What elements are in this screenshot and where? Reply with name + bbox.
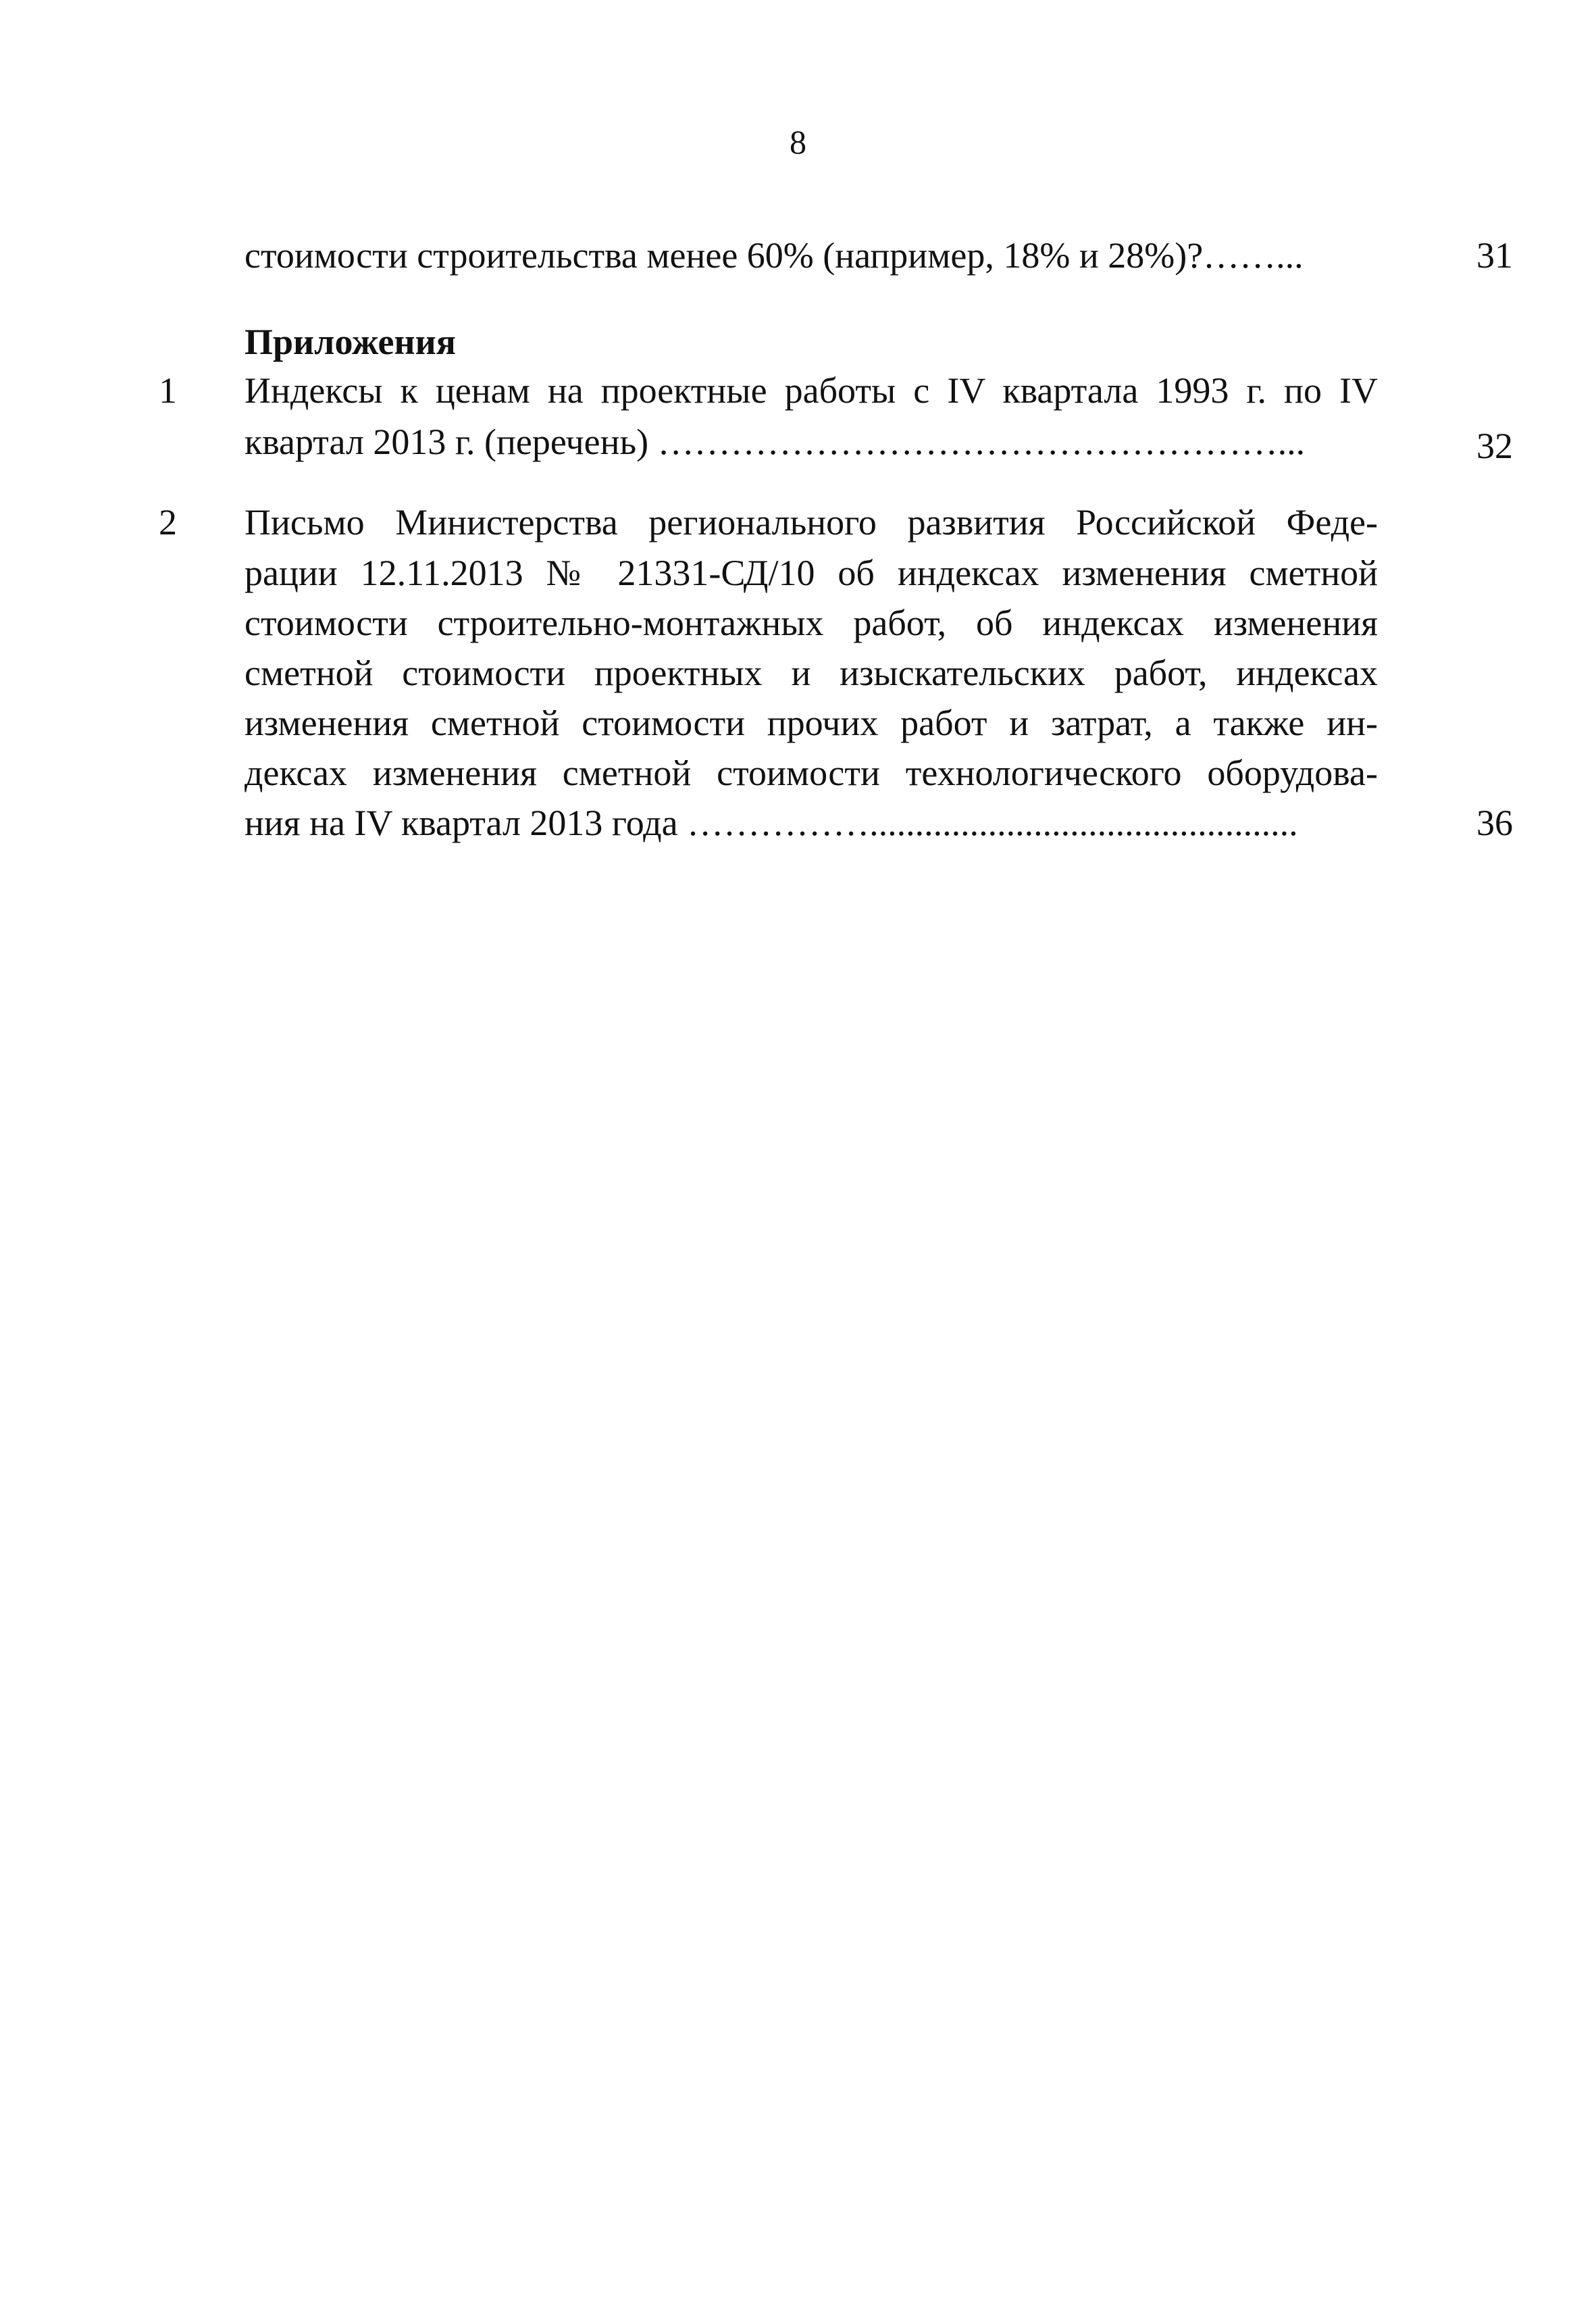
toc-entry-2-page: 36	[1476, 803, 1513, 843]
toc-entry-2-line: сметной стоимости проектных и изыскательских работ, индексах	[244, 653, 1378, 693]
page-number: 8	[790, 123, 806, 161]
toc-continued-page: 31	[1476, 235, 1513, 276]
appendix-heading: Приложения	[244, 322, 456, 362]
toc-entry-1-line: Индексы к ценам на проектные работы с IV квартала 1993 г. по IV	[244, 370, 1378, 411]
toc-entry-2-line: Письмо Министерства регионального развития Российской Феде-	[244, 502, 1378, 543]
toc-entry-2-line: рации 12.11.2013 № 21331-СД/10 об индексах изменения сметной	[244, 553, 1378, 593]
toc-continued-text: стоимости строительства менее 60% (например, 18% и 28%)?……...	[244, 235, 1304, 276]
toc-entry-1-line: квартал 2013 г. (перечень) ……………………………………………...	[244, 422, 1306, 462]
toc-entry-2-line: дексах изменения сметной стоимости технологического оборудова-	[244, 753, 1378, 793]
toc-entry-2-line: изменения сметной стоимости прочих работ и затрат, а также ин-	[244, 703, 1378, 743]
toc-entry-2-line: ния на IV квартал 2013 года ……………...............................................	[244, 803, 1298, 843]
toc-entry-1-number: 1	[159, 370, 177, 411]
toc-entry-2-number: 2	[159, 502, 177, 543]
toc-entry-2-line: стоимости строительно-монтажных работ, об индексах изменения	[244, 603, 1378, 643]
toc-entry-1-page: 32	[1476, 426, 1513, 466]
